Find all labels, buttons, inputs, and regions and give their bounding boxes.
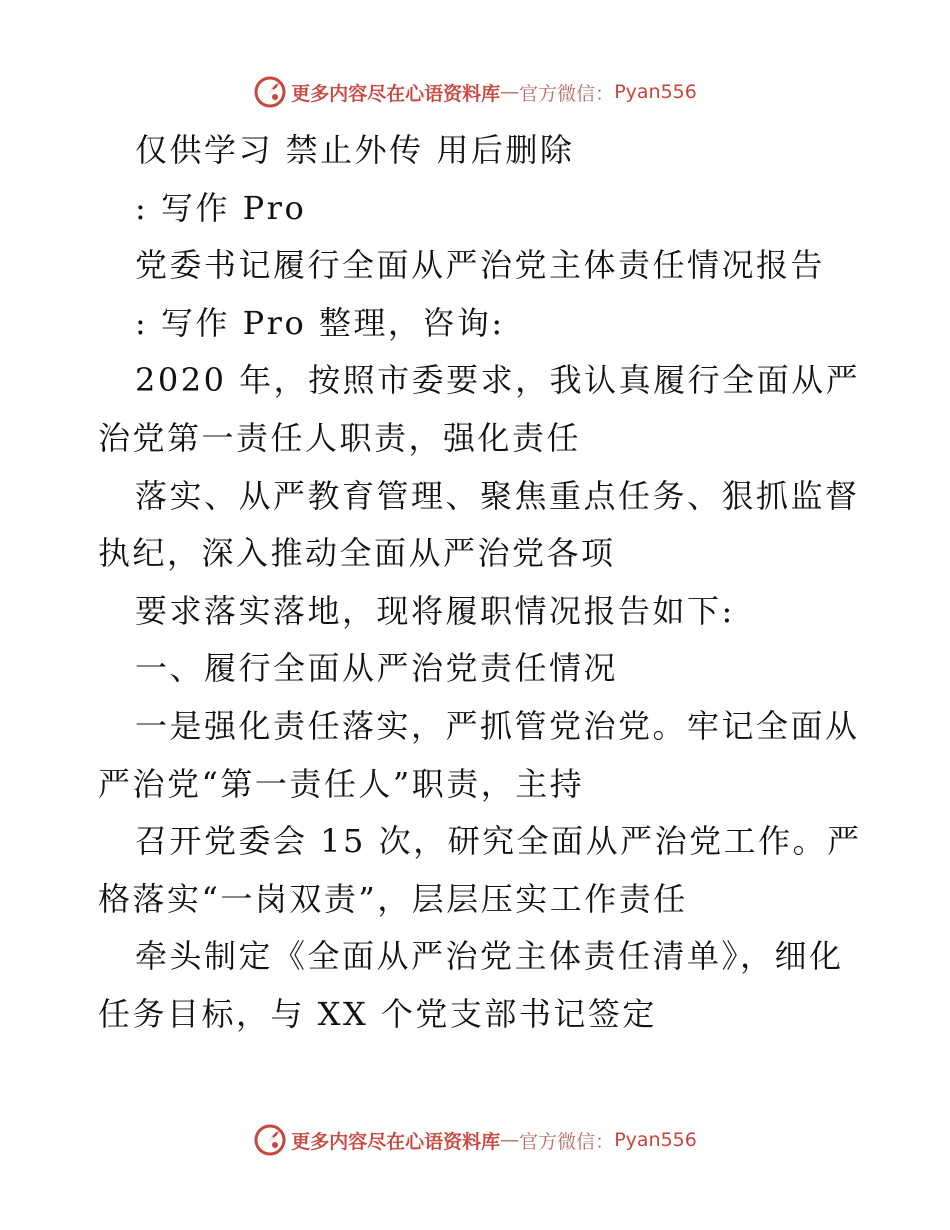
text-line: : 写作 Pro	[135, 188, 307, 227]
text-line: 严治党“第一责任人”职责，主持	[98, 764, 585, 803]
document-title: 党委书记履行全面从严治党主体责任情况报告	[135, 246, 826, 285]
watermark-text: 更多内容尽在心语资料库	[291, 1130, 501, 1153]
text-line: 落实、从严教育管理、聚焦重点任务、狠抓监督	[135, 476, 860, 515]
watermark-wechat-id: Pyan556	[614, 1129, 697, 1151]
watermark-text: 更多内容尽在心语资料库	[291, 82, 501, 105]
document-body	[98, 122, 862, 1044]
text-line: 治党第一责任人职责，强化责任	[98, 418, 582, 457]
text-line: 2020 年，按照市委要求，我认真履行全面从严	[135, 361, 861, 400]
quill-logo-icon	[253, 75, 287, 109]
watermark-dash: —	[500, 1129, 520, 1151]
watermark-wechat-label: 官方微信：	[519, 82, 615, 105]
text-line: 任务目标，与 XX 个党支部书记签定	[98, 994, 657, 1033]
text-line: 牵头制定《全面从严治党主体责任清单》，细化	[135, 937, 844, 976]
text-line: 要求落实落地，现将履职情况报告如下:	[135, 591, 735, 630]
text-line: 格落实“一岗双责”，层层压实工作责任	[98, 879, 688, 918]
watermark-dash: —	[500, 81, 520, 103]
text-line: 一是强化责任落实，严抓管党治党。牢记全面从	[135, 706, 860, 745]
quill-logo-icon	[253, 1123, 287, 1157]
header-watermark	[0, 72, 950, 112]
text-line: 召开党委会 15 次，研究全面从严治党工作。严	[135, 822, 862, 861]
text-line: 仅供学习 禁止外传 用后删除	[135, 131, 575, 169]
text-line: : 写作 Pro 整理，咨询:	[135, 303, 505, 342]
text-line: 执纪，深入推动全面从严治党各项	[98, 534, 616, 573]
watermark-wechat-label: 官方微信：	[519, 1130, 615, 1153]
section-heading: 一、履行全面从严治党责任情况	[135, 649, 619, 688]
footer-watermark	[0, 1120, 950, 1160]
watermark-wechat-id: Pyan556	[614, 81, 697, 103]
